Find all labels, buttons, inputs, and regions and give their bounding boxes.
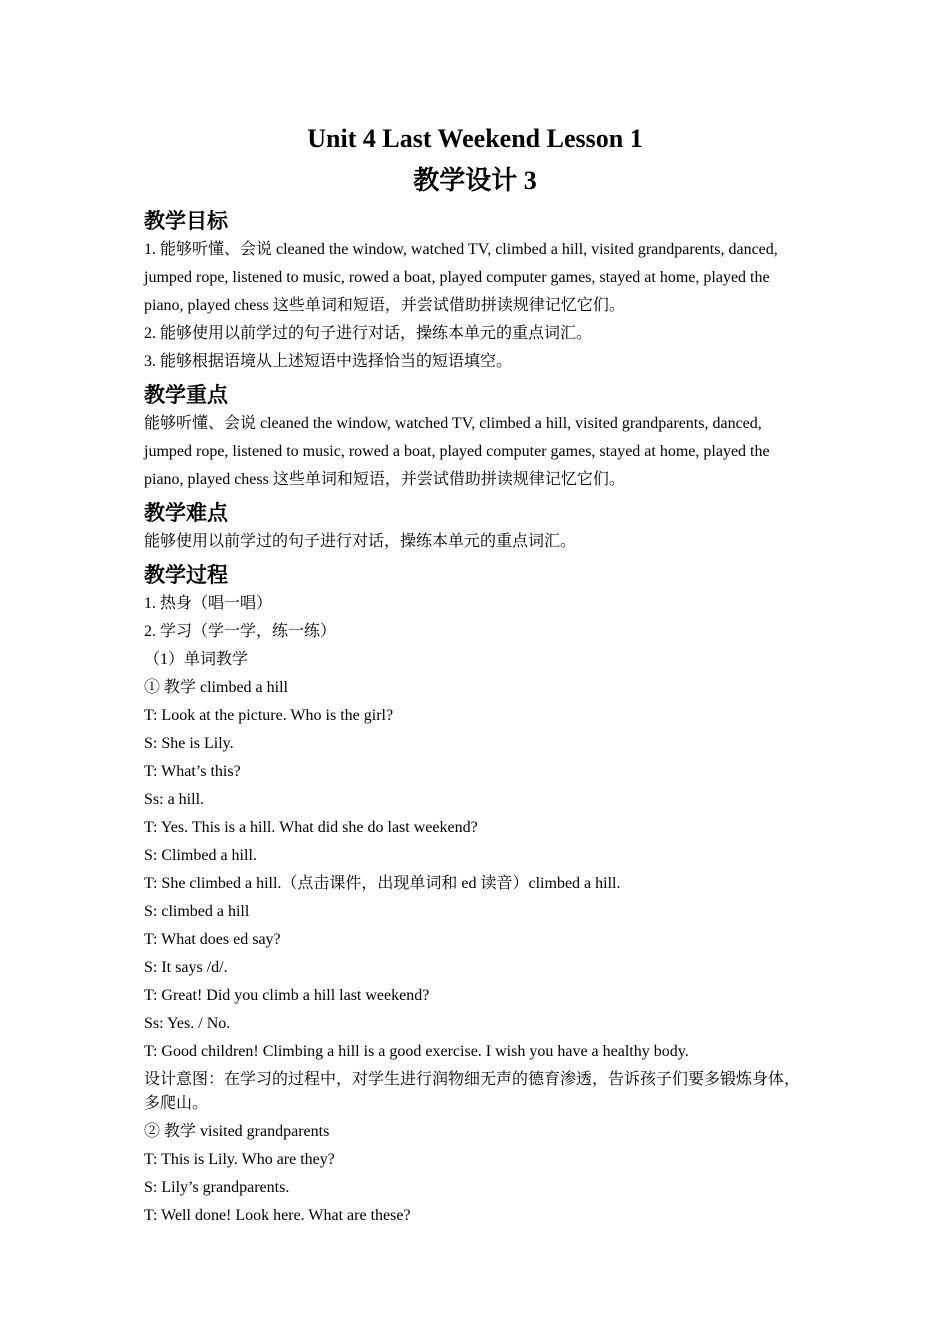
dialogue-line: S: Lily’s grandparents. bbox=[144, 1179, 290, 1196]
document-subtitle: 教学设计 3 bbox=[413, 166, 537, 195]
section-heading-objectives: 教学目标 bbox=[144, 209, 228, 233]
dialogue-line: S: Climbed a hill. bbox=[144, 847, 257, 864]
document-title: Unit 4 Last Weekend Lesson 1 bbox=[307, 124, 643, 153]
process-line: ② 教学 visited grandparents bbox=[144, 1123, 330, 1140]
key-points-text: 能够听懂、会说 cleaned the window, watched TV, climbed a hill, visited grandparents, danced, jumped rope, listened to music, rowed a boat, played computer games, stayed at home, played the piano, played chess 这些单词和短语，并尝试借助拼读规律记忆它们。 bbox=[144, 415, 770, 488]
dialogue-line: T: What does ed say? bbox=[144, 931, 281, 948]
section-heading-process: 教学过程 bbox=[144, 563, 228, 587]
section-heading-difficulties: 教学难点 bbox=[144, 501, 228, 525]
dialogue-line: T: What’s this? bbox=[144, 763, 241, 780]
difficulties-text: 能够使用以前学过的句子进行对话，操练本单元的重点词汇。 bbox=[144, 533, 577, 550]
section-heading-key-points: 教学重点 bbox=[144, 383, 228, 407]
objective-item-1: 1. 能够听懂、会说 cleaned the window, watched TV, climbed a hill, visited grandparents, danced, jumped rope, listened to music, rowed a boat, played computer games, stayed at home, played the piano, played chess 这些单词和短语，并尝试借助拼读规律记忆它们。 bbox=[144, 241, 778, 314]
objective-item-3: 3. 能够根据语境从上述短语中选择恰当的短语填空。 bbox=[144, 353, 513, 370]
dialogue-line: T: Yes. This is a hill. What did she do last weekend? bbox=[144, 819, 478, 836]
dialogue-line: T: Well done! Look here. What are these? bbox=[144, 1207, 411, 1224]
process-line: （1）单词教学 bbox=[144, 651, 249, 668]
process-line: 1. 热身（唱一唱） bbox=[144, 595, 273, 612]
process-line: ① 教学 climbed a hill bbox=[144, 679, 288, 696]
dialogue-line: T: Look at the picture. Who is the girl? bbox=[144, 707, 394, 724]
dialogue-line: T: This is Lily. Who are they? bbox=[144, 1151, 335, 1168]
dialogue-line: S: climbed a hill bbox=[144, 903, 250, 920]
document-page bbox=[144, 118, 806, 1230]
dialogue-line: S: It says /d/. bbox=[144, 959, 228, 976]
dialogue-line: T: Great! Did you climb a hill last weekend? bbox=[144, 987, 430, 1004]
design-intent-note: 设计意图：在学习的过程中，对学生进行润物细无声的德育渗透，告诉孩子们要多锻炼身体，多爬山。 bbox=[144, 1071, 801, 1112]
dialogue-line: S: She is Lily. bbox=[144, 735, 234, 752]
process-line: 2. 学习（学一学，练一练） bbox=[144, 623, 337, 640]
dialogue-line: T: She climbed a hill.（点击课件，出现单词和 ed 读音）climbed a hill. bbox=[144, 875, 621, 892]
dialogue-line: Ss: Yes. / No. bbox=[144, 1015, 231, 1032]
objective-item-2: 2. 能够使用以前学过的句子进行对话，操练本单元的重点词汇。 bbox=[144, 325, 593, 342]
dialogue-line: T: Good children! Climbing a hill is a good exercise. I wish you have a healthy body. bbox=[144, 1043, 689, 1060]
dialogue-line: Ss: a hill. bbox=[144, 791, 205, 808]
